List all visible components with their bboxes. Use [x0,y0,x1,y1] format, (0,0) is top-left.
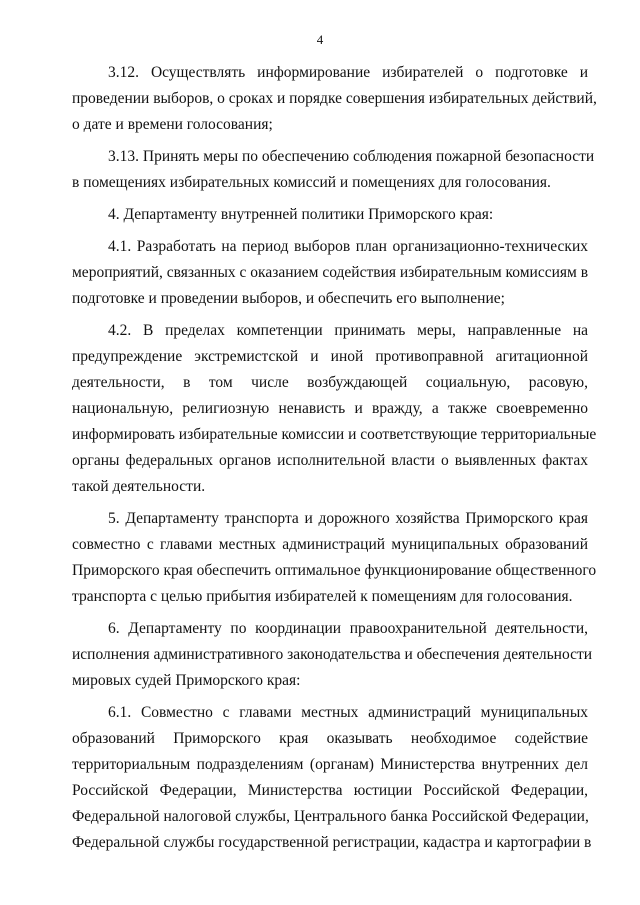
text-line: такой деятельности. [72,478,206,495]
text-line: информировать избирательные комиссии и соответствующие территориальные [72,426,597,443]
document-body [72,60,597,862]
paragraph-6 [72,616,593,694]
text-line: Федеральной налоговой службы, Центрального банка Российской Федерации, [72,808,589,825]
text-line: подготовке и проведении выборов, и обеспечить его выполнение; [72,290,505,307]
text-line: мероприятий, связанных с оказанием содействия избирательным комиссиям в [72,264,589,281]
paragraph-6-1 [72,700,592,856]
text-line: Российской Федерации, Министерства юстиции Российской Федерации, [72,782,588,799]
text-line: исполнения административного законодательства и обеспечения деятельности [72,646,593,663]
text-line: 4. Департаменту внутренней политики Приморского края: [108,206,494,223]
text-line: 4.2. В пределах компетенции принимать меры, направленные на [108,322,588,339]
text-line: национальную, религиозную ненависть и вражду, а также своевременно [72,400,588,417]
text-line: 3.13. Принять меры по обеспечению соблюдения пожарной безопасности [108,148,595,165]
text-line: 3.12. Осуществлять информирование избирателей о подготовке и [108,64,588,81]
text-line: 6.1. Совместно с главами местных администраций муниципальных [108,704,588,721]
text-line: Федеральной службы государственной регистрации, кадастра и картографии в [72,834,592,851]
text-line: о дате и времени голосования; [72,116,273,133]
text-line: 5. Департаменту транспорта и дорожного хозяйства Приморского края [108,510,588,527]
text-line: деятельности, в том числе возбуждающей социальную, расовую, [72,374,588,391]
paragraph-4-2 [72,318,597,500]
text-line: предупреждение экстремистской и иной противоправной агитационной [72,348,588,365]
text-line: образований Приморского края оказывать необходимое содействие [72,730,588,747]
text-line: проведении выборов, о сроках и порядке совершения избирательных действий, [72,90,597,107]
text-line: Приморского края обеспечить оптимальное функционирование общественного [72,562,597,579]
text-line: 4.1. Разработать на период выборов план организационно-технических [108,238,588,255]
paragraph-4-1 [72,234,588,312]
text-line: органы федеральных органов исполнительной власти о выявленных фактах [72,452,588,469]
page-number: 4 [316,32,324,47]
paragraph-3-13 [72,144,595,196]
paragraph-4 [72,202,588,228]
text-line: транспорта с целью прибытия избирателей к помещениям для голосования. [72,588,573,605]
text-line: в помещениях избирательных комиссий и помещениях для голосования. [72,174,551,191]
paragraph-3-12 [72,60,597,138]
text-line: мировых судей Приморского края: [72,672,301,689]
text-line: территориальным подразделениям (органам) Министерства внутренних дел [72,756,588,773]
text-line: 6. Департаменту по координации правоохранительной деятельности, [108,620,588,637]
paragraph-5 [72,506,597,610]
text-line: совместно с главами местных администраций муниципальных образований [72,536,588,553]
